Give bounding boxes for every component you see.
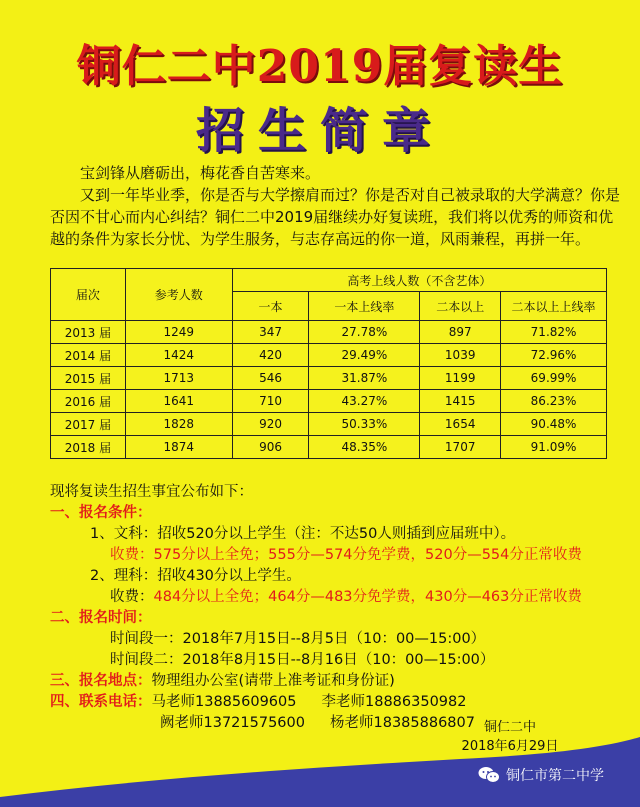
section-contact-row bbox=[50, 692, 630, 713]
cell-tier2-rate: 86.23% bbox=[501, 390, 607, 413]
section-time-title: 二、报名时间： bbox=[50, 610, 152, 626]
cell-tier2-rate: 71.82% bbox=[501, 321, 607, 344]
cell-tier1: 347 bbox=[232, 321, 309, 344]
cell-tier2-rate: 91.09% bbox=[501, 436, 607, 459]
contact-2: 李老师18886350982 bbox=[321, 694, 467, 710]
cell-tier1-rate: 48.35% bbox=[309, 436, 420, 459]
notice-section bbox=[50, 482, 630, 734]
condition-science: 2、理科：招收430分以上学生。 bbox=[90, 568, 301, 584]
cell-tier2: 1707 bbox=[420, 436, 501, 459]
cell-count: 1828 bbox=[125, 413, 232, 436]
cell-year: 2016 届 bbox=[51, 390, 126, 413]
table-row bbox=[51, 321, 607, 344]
time-slot-2: 时间段二：2018年8月15日--8月16日（10：00—15:00） bbox=[110, 652, 495, 668]
table-row bbox=[51, 367, 607, 390]
cell-tier1: 906 bbox=[232, 436, 309, 459]
page-subtitle: 招生简章 bbox=[195, 103, 444, 159]
header-tier2: 二本以上 bbox=[420, 292, 501, 321]
section-place-row bbox=[50, 671, 630, 692]
table-row bbox=[51, 413, 607, 436]
intro-text bbox=[50, 162, 620, 250]
header-tier1-rate: 一本上线率 bbox=[309, 292, 420, 321]
time-slot-1: 时间段一：2018年7月15日--8月5日（10：00—15:00） bbox=[110, 631, 486, 647]
page-title: 铜仁二中2019届复读生 bbox=[76, 41, 564, 92]
header-group: 高考上线人数（不含艺体） bbox=[232, 269, 606, 292]
intro-paragraph: 又到一年毕业季，你是否与大学擦肩而过？你是否对自己被录取的大学满意？你是否因不甘心而内心纠结？铜仁二中2019届继续办好复读班，我们将以优秀的师资和优越的条件为家长分忧、为学生服务，与志存高远的你一道，风雨兼程，再拼一年。 bbox=[50, 186, 621, 248]
cell-tier1: 710 bbox=[232, 390, 309, 413]
header-tier2-rate: 二本以上上线率 bbox=[501, 292, 607, 321]
cell-tier2: 1654 bbox=[420, 413, 501, 436]
cell-year: 2013 届 bbox=[51, 321, 126, 344]
cell-count: 1249 bbox=[125, 321, 232, 344]
watermark bbox=[478, 765, 604, 785]
wechat-icon bbox=[478, 766, 500, 784]
fee-science: 484分以上全免；464分—483分免学费，430分—463分正常收费 bbox=[153, 589, 582, 605]
cell-tier2-rate: 72.96% bbox=[501, 344, 607, 367]
cell-year: 2018 届 bbox=[51, 436, 126, 459]
place-text: 物理组办公室(请带上准考证和身份证) bbox=[151, 673, 395, 689]
cell-tier1-rate: 27.78% bbox=[309, 321, 420, 344]
fee-science-row bbox=[50, 587, 630, 608]
cell-count: 1874 bbox=[125, 436, 232, 459]
fee-arts: 收费：575分以上全免；555分—574分免学费，520分—554分正常收费 bbox=[110, 547, 582, 563]
table-row bbox=[51, 436, 607, 459]
cell-tier1-rate: 43.27% bbox=[309, 390, 420, 413]
cell-tier2: 897 bbox=[420, 321, 501, 344]
cell-tier1-rate: 29.49% bbox=[309, 344, 420, 367]
header-count: 参考人数 bbox=[125, 269, 232, 321]
table-row bbox=[51, 344, 607, 367]
cell-tier2-rate: 90.48% bbox=[501, 413, 607, 436]
sign-date: 2018年6月29日 bbox=[461, 739, 559, 754]
contact-4: 杨老师18385886807 bbox=[330, 715, 475, 731]
cell-year: 2015 届 bbox=[51, 367, 126, 390]
cell-tier2: 1039 bbox=[420, 344, 501, 367]
intro-line: 宝剑锋从磨砺出，梅花香自苦寒来。 bbox=[80, 164, 321, 182]
table-row bbox=[51, 390, 607, 413]
sign-school: 铜仁二中 bbox=[483, 720, 536, 735]
cell-count: 1424 bbox=[125, 344, 232, 367]
cell-tier1-rate: 31.87% bbox=[309, 367, 420, 390]
cell-tier1-rate: 50.33% bbox=[309, 413, 420, 436]
section-conditions-title: 一、报名条件： bbox=[50, 505, 152, 521]
header-tier1: 一本 bbox=[232, 292, 309, 321]
cell-count: 1641 bbox=[125, 390, 232, 413]
contact-1: 马老师13885609605 bbox=[151, 694, 297, 710]
cell-tier2: 1415 bbox=[420, 390, 501, 413]
condition-arts: 1、文科：招收520分以上学生（注：不达50人则插到应届班中）。 bbox=[90, 526, 516, 542]
section-place-title: 三、报名地点： bbox=[50, 673, 152, 689]
header-year: 届次 bbox=[51, 269, 126, 321]
cell-year: 2014 届 bbox=[51, 344, 126, 367]
cell-tier1: 420 bbox=[232, 344, 309, 367]
admission-stats-table bbox=[50, 268, 607, 459]
cell-tier2-rate: 69.99% bbox=[501, 367, 607, 390]
cell-count: 1713 bbox=[125, 367, 232, 390]
notice-lead: 现将复读生招生事宜公布如下： bbox=[50, 484, 253, 500]
watermark-text: 铜仁市第二中学 bbox=[506, 768, 604, 784]
contact-3: 阙老师13721575600 bbox=[160, 715, 305, 731]
cell-year: 2017 届 bbox=[51, 413, 126, 436]
section-contact-title: 四、联系电话： bbox=[50, 694, 152, 710]
cell-tier1: 920 bbox=[232, 413, 309, 436]
fee-science-label: 收费： bbox=[110, 589, 154, 605]
cell-tier1: 546 bbox=[232, 367, 309, 390]
cell-tier2: 1199 bbox=[420, 367, 501, 390]
